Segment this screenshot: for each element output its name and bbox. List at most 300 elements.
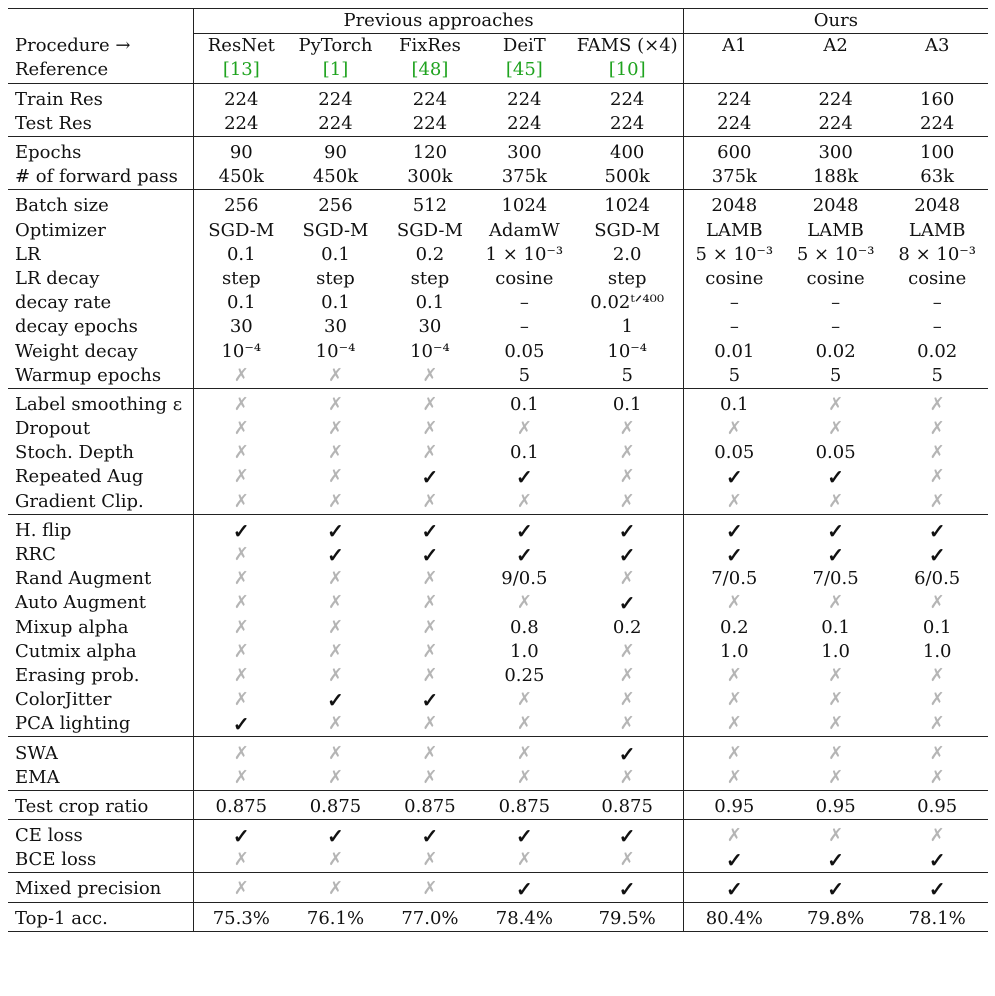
table-cell: 0.1 bbox=[477, 388, 571, 417]
table-cell: 224 bbox=[194, 83, 288, 112]
cross-icon: ✗ bbox=[619, 713, 635, 735]
table-cell: 1.0 bbox=[922, 640, 952, 662]
cross-icon: ✗ bbox=[327, 466, 344, 488]
table-cell: 224 bbox=[785, 83, 887, 112]
cross-icon: ✗ bbox=[683, 820, 785, 849]
table-cell: 0.02 bbox=[917, 340, 958, 362]
cross-icon: ✗ bbox=[422, 592, 438, 614]
table-cell: 1.0 bbox=[821, 640, 850, 662]
cross-icon: ✗ bbox=[828, 766, 844, 788]
previous-approaches-header: Previous approaches bbox=[194, 9, 683, 34]
table-row bbox=[8, 388, 988, 417]
row-label: Mixup alpha bbox=[8, 616, 194, 640]
cross-icon: ✗ bbox=[619, 689, 635, 711]
table-row bbox=[8, 83, 988, 112]
check-icon: ✓ bbox=[288, 820, 382, 849]
row-label: Cutmix alpha bbox=[8, 640, 194, 664]
cross-icon: ✗ bbox=[233, 544, 249, 566]
cross-icon: ✗ bbox=[233, 364, 249, 386]
table-cell: 1024 bbox=[477, 190, 571, 219]
citation-link[interactable]: [45] bbox=[505, 59, 543, 81]
cross-icon: ✗ bbox=[619, 766, 635, 788]
cross-icon: ✗ bbox=[233, 664, 249, 686]
reference-label: Reference bbox=[8, 58, 194, 83]
cross-icon: ✗ bbox=[516, 689, 532, 711]
table-row bbox=[8, 514, 988, 543]
table-cell: 9/0.5 bbox=[501, 568, 548, 590]
table-cell: 0.1 bbox=[226, 292, 256, 314]
row-label: Epochs bbox=[8, 136, 194, 165]
table-cell: 600 bbox=[683, 136, 785, 165]
cross-icon: ✗ bbox=[233, 640, 249, 662]
table-cell: – bbox=[683, 291, 785, 315]
table-cell: 0.05 bbox=[504, 340, 545, 362]
table-row bbox=[8, 848, 988, 873]
table-row bbox=[8, 873, 988, 902]
table-row bbox=[8, 790, 988, 819]
cross-icon: ✗ bbox=[383, 737, 477, 766]
cross-icon: ✗ bbox=[422, 418, 438, 440]
check-icon: ✓ bbox=[383, 514, 477, 543]
cross-icon: ✗ bbox=[683, 490, 785, 515]
check-icon: ✓ bbox=[288, 514, 382, 543]
row-label: LR decay bbox=[8, 267, 194, 291]
col-name: A2 bbox=[823, 35, 848, 57]
table-cell: 300k bbox=[407, 166, 453, 188]
cross-icon: ✗ bbox=[929, 766, 945, 788]
cross-icon: ✗ bbox=[422, 713, 438, 735]
cross-icon: ✗ bbox=[886, 388, 988, 417]
table-cell: 10⁻⁴ bbox=[315, 340, 356, 362]
cross-icon: ✗ bbox=[233, 766, 249, 788]
table-cell: 2048 bbox=[683, 190, 785, 219]
cross-icon: ✗ bbox=[785, 820, 887, 849]
row-label: Auto Augment bbox=[8, 591, 194, 615]
cross-icon: ✗ bbox=[233, 568, 249, 590]
cross-icon: ✗ bbox=[683, 766, 785, 791]
table-row bbox=[8, 490, 988, 515]
cross-icon: ✗ bbox=[288, 388, 382, 417]
row-label: Test Res bbox=[8, 112, 194, 137]
cross-icon: ✗ bbox=[422, 442, 438, 464]
row-label: Gradient Clip. bbox=[8, 490, 194, 515]
cross-icon: ✗ bbox=[683, 664, 785, 688]
row-label: SWA bbox=[8, 737, 194, 766]
table-cell: 224 bbox=[477, 83, 571, 112]
cross-icon: ✗ bbox=[929, 442, 945, 464]
table-row bbox=[8, 190, 988, 219]
col-name: A3 bbox=[924, 35, 950, 57]
table-cell: AdamW bbox=[488, 219, 560, 241]
citation-link[interactable]: [48] bbox=[411, 59, 449, 81]
cross-icon: ✗ bbox=[516, 418, 532, 440]
table-cell: 30 bbox=[229, 316, 253, 338]
table-cell: – bbox=[519, 292, 529, 314]
row-label: decay rate bbox=[8, 291, 194, 315]
check-icon: ✓ bbox=[683, 465, 785, 489]
table-cell: 75.3% bbox=[194, 902, 288, 931]
row-label: RRC bbox=[8, 543, 194, 567]
table-cell: 5 bbox=[931, 364, 943, 386]
table-cell: 224 bbox=[572, 83, 684, 112]
table-cell: 78.4% bbox=[477, 902, 571, 931]
cross-icon: ✗ bbox=[288, 737, 382, 766]
cross-icon: ✗ bbox=[288, 873, 382, 902]
table-cell: cosine bbox=[683, 267, 785, 291]
cross-icon: ✗ bbox=[516, 490, 532, 512]
table-cell: 160 bbox=[886, 83, 988, 112]
table-cell: 79.5% bbox=[572, 902, 684, 931]
cross-icon: ✗ bbox=[828, 689, 844, 711]
table-cell: 224 bbox=[507, 112, 542, 134]
procedure-label: Procedure → bbox=[8, 34, 194, 59]
table-cell: – bbox=[519, 316, 529, 338]
cross-icon: ✗ bbox=[327, 364, 344, 386]
table-cell: 63k bbox=[920, 166, 955, 188]
row-label: EMA bbox=[8, 766, 194, 791]
row-label: BCE loss bbox=[8, 848, 194, 873]
cross-icon: ✗ bbox=[327, 592, 344, 614]
table-row bbox=[8, 267, 988, 291]
table-cell: 300 bbox=[785, 136, 887, 165]
cross-icon: ✗ bbox=[683, 712, 785, 737]
table-cell: 8 × 10⁻³ bbox=[898, 243, 976, 265]
check-icon: ✓ bbox=[421, 543, 439, 568]
cross-icon: ✗ bbox=[683, 688, 785, 712]
cross-icon: ✗ bbox=[516, 713, 532, 735]
table-cell: 1.0 bbox=[510, 640, 539, 662]
cross-icon: ✗ bbox=[233, 849, 249, 871]
table-cell: 5 × 10⁻³ bbox=[683, 243, 785, 267]
table-cell: cosine bbox=[806, 267, 865, 289]
cross-icon: ✗ bbox=[619, 466, 635, 488]
check-icon: ✓ bbox=[886, 873, 988, 902]
cross-icon: ✗ bbox=[619, 640, 635, 662]
check-icon: ✓ bbox=[383, 820, 477, 849]
cross-icon: ✗ bbox=[619, 442, 635, 464]
row-label: Label smoothing ε bbox=[8, 388, 194, 417]
check-icon: ✓ bbox=[327, 688, 344, 713]
table-row bbox=[8, 165, 988, 190]
cross-icon: ✗ bbox=[327, 616, 344, 638]
table-cell: 224 bbox=[920, 112, 955, 134]
table-cell: step bbox=[607, 267, 647, 289]
cross-icon: ✗ bbox=[422, 490, 438, 512]
col-name: DeiT bbox=[502, 35, 546, 57]
table-cell: 0.2 bbox=[683, 616, 785, 640]
cross-icon: ✗ bbox=[785, 388, 887, 417]
cross-icon: ✗ bbox=[929, 689, 945, 711]
check-icon: ✓ bbox=[618, 543, 636, 568]
table-cell: LAMB bbox=[807, 219, 864, 241]
cross-icon: ✗ bbox=[422, 664, 438, 686]
cross-icon: ✗ bbox=[886, 820, 988, 849]
table-cell: 76.1% bbox=[288, 902, 382, 931]
row-label: Repeated Aug bbox=[8, 465, 194, 489]
table-cell: 224 bbox=[224, 112, 259, 134]
table-row bbox=[8, 112, 988, 137]
check-icon: ✓ bbox=[785, 514, 887, 543]
procedure-row bbox=[8, 34, 988, 59]
cross-icon: ✗ bbox=[929, 418, 945, 440]
cross-icon: ✗ bbox=[327, 442, 344, 464]
cross-icon: ✗ bbox=[233, 592, 249, 614]
row-label: Warmup epochs bbox=[8, 364, 194, 389]
row-label: Dropout bbox=[8, 417, 194, 441]
table-cell: 79.8% bbox=[785, 902, 887, 931]
cross-icon: ✗ bbox=[233, 616, 249, 638]
table-cell: 0.1 bbox=[683, 388, 785, 417]
cross-icon: ✗ bbox=[929, 664, 945, 686]
row-label: Train Res bbox=[8, 83, 194, 112]
table-cell: 2048 bbox=[785, 190, 887, 219]
table-cell: – bbox=[683, 315, 785, 339]
table-cell: 224 bbox=[610, 112, 645, 134]
check-icon: ✓ bbox=[194, 514, 288, 543]
row-label: Rand Augment bbox=[8, 567, 194, 591]
table-cell: 0.1 bbox=[922, 616, 952, 638]
table-row bbox=[8, 640, 988, 664]
table-cell: 0.02 bbox=[815, 340, 856, 362]
table-row bbox=[8, 712, 988, 737]
row-label: H. flip bbox=[8, 514, 194, 543]
citation-link[interactable]: [10] bbox=[608, 59, 646, 81]
table-row bbox=[8, 688, 988, 712]
cross-icon: ✗ bbox=[233, 418, 249, 440]
cross-icon: ✗ bbox=[929, 466, 945, 488]
table-row bbox=[8, 315, 988, 339]
table-cell: 0.2 bbox=[415, 243, 445, 265]
cross-icon: ✗ bbox=[828, 592, 844, 614]
cross-icon: ✗ bbox=[683, 737, 785, 766]
table-cell: 0.1 bbox=[415, 292, 445, 314]
row-label: ColorJitter bbox=[8, 688, 194, 712]
cross-icon: ✗ bbox=[828, 664, 844, 686]
ours-header: Ours bbox=[683, 9, 988, 34]
cross-icon: ✗ bbox=[383, 873, 477, 902]
table-cell: 256 bbox=[288, 190, 382, 219]
cross-icon: ✗ bbox=[785, 737, 887, 766]
check-icon: ✓ bbox=[572, 514, 684, 543]
table-cell: 7/0.5 bbox=[683, 567, 785, 591]
check-icon: ✓ bbox=[477, 873, 571, 902]
table-cell: 77.0% bbox=[383, 902, 477, 931]
table-cell: 0.25 bbox=[504, 664, 545, 686]
table-cell: 0.05 bbox=[683, 441, 785, 465]
cross-icon: ✗ bbox=[619, 664, 635, 686]
table-cell: 375k bbox=[683, 165, 785, 190]
cross-icon: ✗ bbox=[516, 766, 532, 788]
row-label: PCA lighting bbox=[8, 712, 194, 737]
table-row bbox=[8, 567, 988, 591]
cross-icon: ✗ bbox=[929, 592, 945, 614]
row-label: Batch size bbox=[8, 190, 194, 219]
table-cell: 0.95 bbox=[683, 790, 785, 819]
check-icon: ✓ bbox=[572, 820, 684, 849]
table-cell: SGD-M bbox=[302, 219, 369, 241]
cross-icon: ✗ bbox=[422, 766, 438, 788]
table-cell: 90 bbox=[288, 136, 382, 165]
cross-icon: ✗ bbox=[422, 568, 438, 590]
table-row bbox=[8, 766, 988, 791]
table-row bbox=[8, 136, 988, 165]
table-cell: 120 bbox=[383, 136, 477, 165]
table-cell: 0.95 bbox=[886, 790, 988, 819]
table-cell: 224 bbox=[818, 112, 853, 134]
table-cell: 224 bbox=[683, 83, 785, 112]
cross-icon: ✗ bbox=[422, 640, 438, 662]
table-cell: LAMB bbox=[683, 219, 785, 243]
table-cell: 0.8 bbox=[510, 616, 539, 638]
row-label: LR bbox=[8, 243, 194, 267]
table-cell: 224 bbox=[412, 112, 448, 134]
check-icon: ✓ bbox=[886, 514, 988, 543]
cross-icon: ✗ bbox=[516, 592, 532, 614]
table-row bbox=[8, 820, 988, 849]
table-cell: 1 × 10⁻³ bbox=[485, 243, 564, 265]
table-cell: 0.95 bbox=[785, 790, 887, 819]
table-row bbox=[8, 902, 988, 931]
table-cell: 224 bbox=[318, 112, 353, 134]
table-cell: 0.01 bbox=[683, 339, 785, 363]
table-cell: 5 × 10⁻³ bbox=[796, 243, 875, 265]
table-row bbox=[8, 417, 988, 441]
cross-icon: ✗ bbox=[327, 664, 344, 686]
table-cell: – bbox=[831, 316, 841, 338]
table-cell: 30 bbox=[324, 316, 347, 338]
check-icon: ✓ bbox=[827, 465, 844, 490]
cross-icon: ✗ bbox=[828, 713, 844, 735]
table-row bbox=[8, 465, 988, 489]
cross-icon: ✗ bbox=[929, 490, 945, 512]
table-cell: step bbox=[316, 267, 355, 289]
citation-link[interactable]: [13] bbox=[222, 59, 260, 81]
table-cell: cosine bbox=[908, 267, 967, 289]
training-procedures-table bbox=[8, 8, 988, 932]
table-cell: 0.05 bbox=[815, 442, 856, 464]
table-cell: 2.0 bbox=[612, 243, 642, 265]
check-icon: ✓ bbox=[827, 848, 844, 873]
check-icon: ✓ bbox=[683, 514, 785, 543]
check-icon: ✓ bbox=[421, 465, 439, 490]
table-cell: 0.875 bbox=[572, 790, 684, 819]
table-cell: 0.875 bbox=[194, 790, 288, 819]
cross-icon: ✗ bbox=[929, 713, 945, 735]
table-row bbox=[8, 664, 988, 688]
table-row bbox=[8, 243, 988, 267]
check-icon: ✓ bbox=[477, 514, 571, 543]
cross-icon: ✗ bbox=[619, 490, 635, 512]
cross-icon: ✗ bbox=[194, 737, 288, 766]
table-cell: 0.02ᵗᐟ⁴⁰⁰ bbox=[590, 292, 665, 314]
cross-icon: ✗ bbox=[422, 616, 438, 638]
check-icon: ✓ bbox=[827, 543, 844, 568]
table-cell: 7/0.5 bbox=[812, 568, 859, 590]
reference-row bbox=[8, 58, 988, 83]
row-label: Test crop ratio bbox=[8, 790, 194, 819]
table-cell: 224 bbox=[683, 112, 785, 137]
table-cell: – bbox=[932, 292, 942, 314]
cross-icon: ✗ bbox=[422, 364, 438, 386]
table-row bbox=[8, 591, 988, 615]
cross-icon: ✗ bbox=[327, 568, 344, 590]
table-cell: step bbox=[410, 267, 450, 289]
table-cell: LAMB bbox=[908, 219, 966, 241]
table-row bbox=[8, 364, 988, 389]
col-name: FAMS (×4) bbox=[576, 35, 678, 57]
cross-icon: ✗ bbox=[233, 442, 249, 464]
check-icon: ✓ bbox=[232, 712, 250, 737]
table-cell: 188k bbox=[812, 166, 859, 188]
cross-icon: ✗ bbox=[828, 418, 844, 440]
table-cell: 300 bbox=[477, 136, 571, 165]
row-label: Mixed precision bbox=[8, 873, 194, 902]
table-cell: 0.2 bbox=[612, 616, 642, 638]
col-name: ResNet bbox=[207, 35, 275, 57]
check-icon: ✓ bbox=[477, 820, 571, 849]
col-name: A1 bbox=[683, 34, 785, 59]
table-cell: 10⁻⁴ bbox=[410, 340, 450, 362]
citation-link[interactable]: [1] bbox=[322, 59, 349, 81]
table-cell: 5 bbox=[829, 364, 842, 386]
cross-icon: ✗ bbox=[233, 689, 249, 711]
table-cell: 90 bbox=[194, 136, 288, 165]
table-cell: 78.1% bbox=[886, 902, 988, 931]
table-cell: 0.1 bbox=[510, 442, 539, 464]
check-icon: ✓ bbox=[572, 737, 684, 766]
table-cell: 0.1 bbox=[226, 243, 256, 265]
group-header-row bbox=[8, 9, 988, 34]
table-cell: step bbox=[221, 267, 261, 289]
table-cell: SGD-M bbox=[594, 219, 661, 241]
cross-icon: ✗ bbox=[327, 418, 344, 440]
table-cell: 0.1 bbox=[572, 388, 684, 417]
row-label: Optimizer bbox=[8, 219, 194, 243]
cross-icon: ✗ bbox=[683, 591, 785, 615]
table-cell: 224 bbox=[383, 83, 477, 112]
table-row bbox=[8, 543, 988, 567]
table-cell: 6/0.5 bbox=[914, 568, 961, 590]
table-cell: SGD-M bbox=[208, 219, 275, 241]
col-name: PyTorch bbox=[298, 35, 373, 57]
row-label: decay epochs bbox=[8, 315, 194, 339]
cross-icon: ✗ bbox=[233, 490, 249, 512]
table-cell: 0.875 bbox=[288, 790, 382, 819]
col-name: FixRes bbox=[399, 35, 461, 57]
table-cell: 500k bbox=[604, 166, 650, 188]
cross-icon: ✗ bbox=[194, 873, 288, 902]
cross-icon: ✗ bbox=[477, 737, 571, 766]
row-label: # of forward pass bbox=[8, 165, 194, 190]
cross-icon: ✗ bbox=[327, 490, 344, 512]
cross-icon: ✗ bbox=[327, 849, 344, 871]
table-cell: – bbox=[831, 292, 841, 314]
table-cell: 0.1 bbox=[821, 616, 850, 638]
table-cell: 10⁻⁴ bbox=[221, 340, 262, 362]
table-cell: 80.4% bbox=[683, 902, 785, 931]
check-icon: ✓ bbox=[572, 873, 684, 902]
row-label: Erasing prob. bbox=[8, 664, 194, 688]
table-cell: cosine bbox=[495, 267, 554, 289]
check-icon: ✓ bbox=[618, 591, 636, 616]
table-cell: 2048 bbox=[886, 190, 988, 219]
table-cell: 224 bbox=[288, 83, 382, 112]
check-icon: ✓ bbox=[327, 543, 344, 568]
check-icon: ✓ bbox=[421, 688, 439, 713]
table-cell: 400 bbox=[572, 136, 684, 165]
cross-icon: ✗ bbox=[683, 417, 785, 441]
table-cell: 1 bbox=[621, 316, 633, 338]
